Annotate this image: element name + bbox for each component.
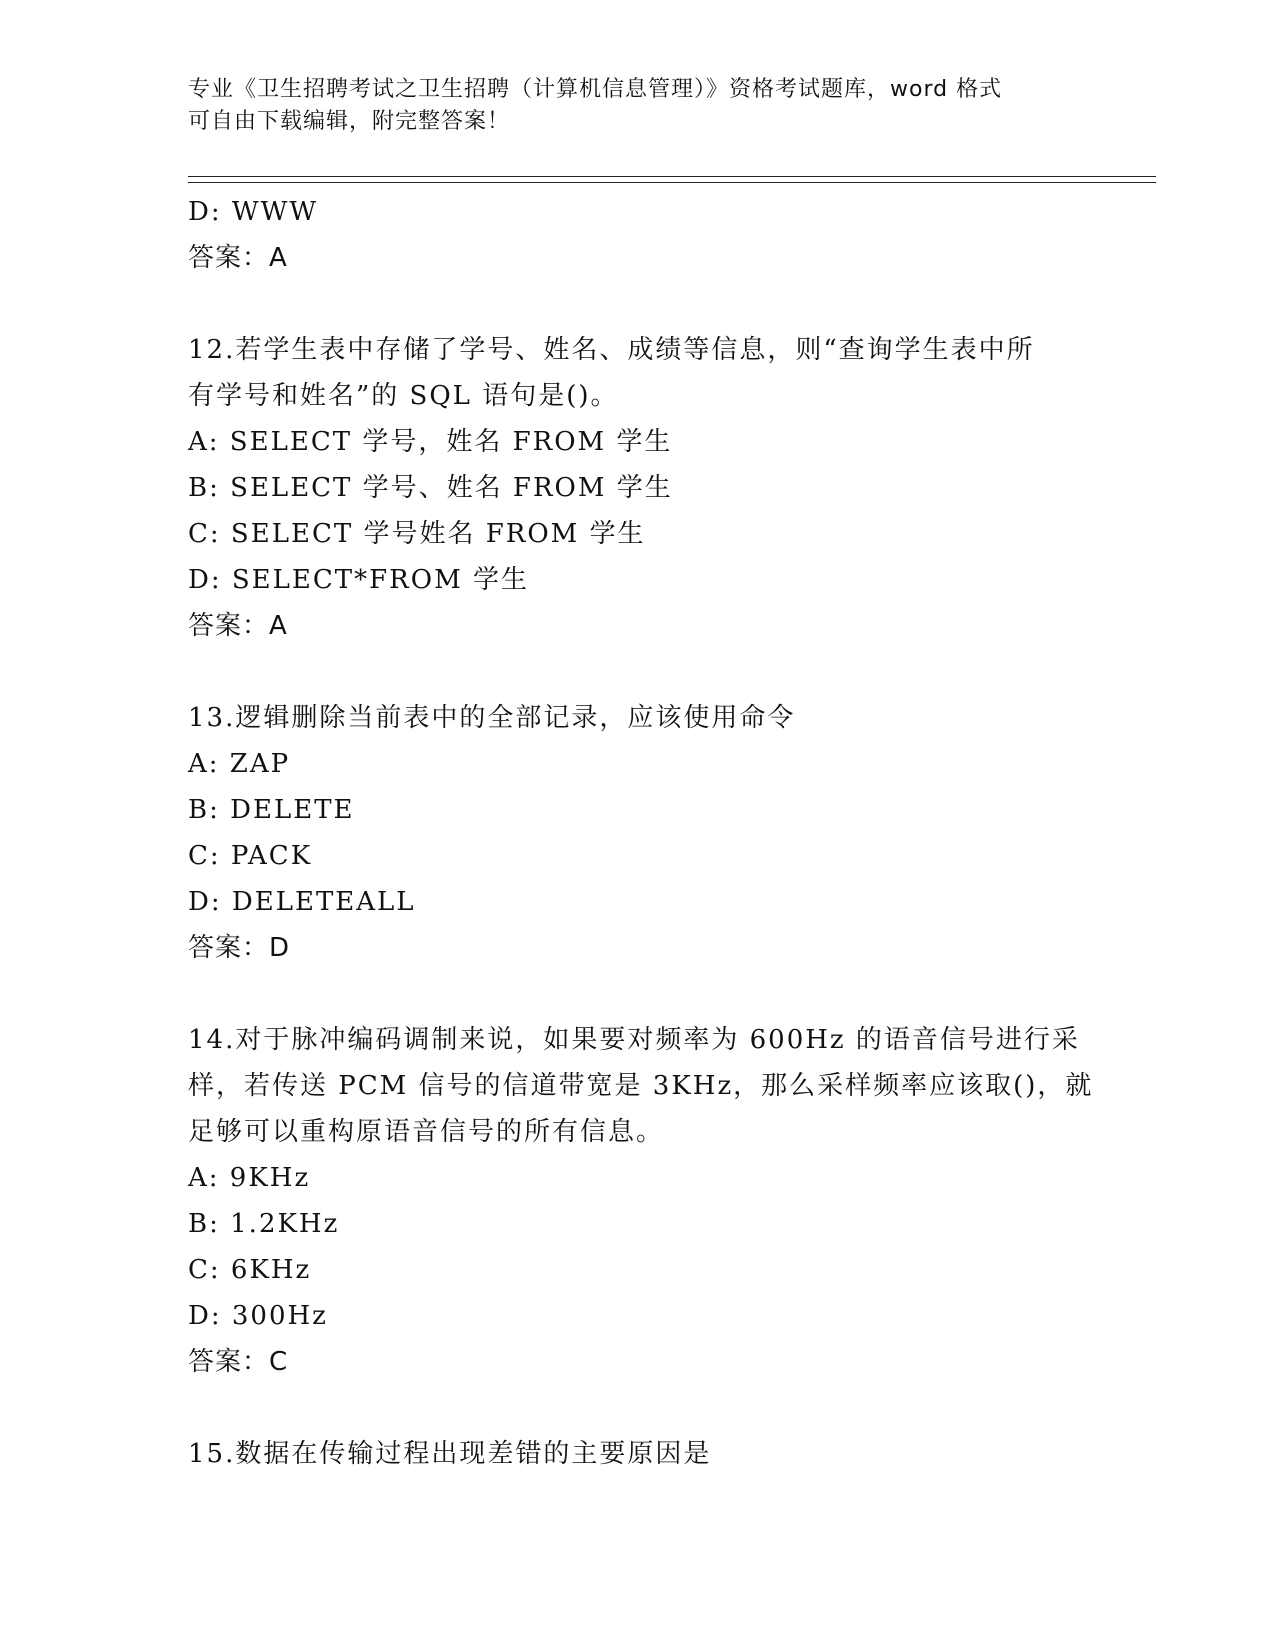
question-15 [188,1431,1088,1477]
question-13 [188,695,1088,971]
question-text-line: 14.对于脉冲编码调制来说，如果要对频率为 600Hz 的语音信号进行采 [188,1025,1080,1055]
answer: 答案：A [188,243,288,273]
option-a: A: 9KHz [188,1163,311,1193]
question-text-line: 样，若传送 PCM 信号的信道带宽是 3KHz，那么采样频率应该取()，就 [188,1071,1094,1101]
document-body [188,189,1094,1477]
header-line-1: 专业《卫生招聘考试之卫生招聘（计算机信息管理）》资格考试题库，word 格式 [188,77,1003,102]
question-14 [188,1017,1094,1385]
header-line-2: 可自由下载编辑，附完整答案！ [188,109,511,134]
option-d: D: WWW [188,197,319,227]
header-divider-bottom [188,182,1156,183]
spacer [188,971,1088,1017]
option-a: A: ZAP [188,749,291,779]
option-c: C: PACK [188,841,313,871]
option-c: C: 6KHz [188,1255,312,1285]
spacer [188,1385,1088,1431]
question-text-line: 13.逻辑删除当前表中的全部记录，应该使用命令 [188,703,796,733]
spacer [188,281,1088,327]
question-text-line: 12.若学生表中存储了学号、姓名、成绩等信息，则“查询学生表中所 [188,335,1035,365]
option-d: D: 300Hz [188,1301,328,1331]
option-d: D: DELETEALL [188,887,416,917]
question-text-line: 有学号和姓名”的 SQL 语句是()。 [188,381,619,411]
option-d: D: SELECT*FROM 学生 [188,565,529,595]
option-a: A: SELECT 学号，姓名 FROM 学生 [188,427,673,457]
option-c: C: SELECT 学号姓名 FROM 学生 [188,519,646,549]
question-text-line: 15.数据在传输过程出现差错的主要原因是 [188,1439,712,1469]
option-b: B: DELETE [188,795,355,825]
question-text-line: 足够可以重构原语音信号的所有信息。 [188,1117,665,1147]
spacer [188,649,1088,695]
option-b: B: 1.2KHz [188,1209,340,1239]
question-12 [188,327,1088,649]
answer: 答案：D [188,933,291,963]
document-header [188,74,1088,138]
answer: 答案：A [188,611,288,641]
previous-question-tail [188,189,1088,281]
answer: 答案：C [188,1347,289,1377]
option-b: B: SELECT 学号、姓名 FROM 学生 [188,473,673,503]
header-divider-top [188,176,1156,177]
